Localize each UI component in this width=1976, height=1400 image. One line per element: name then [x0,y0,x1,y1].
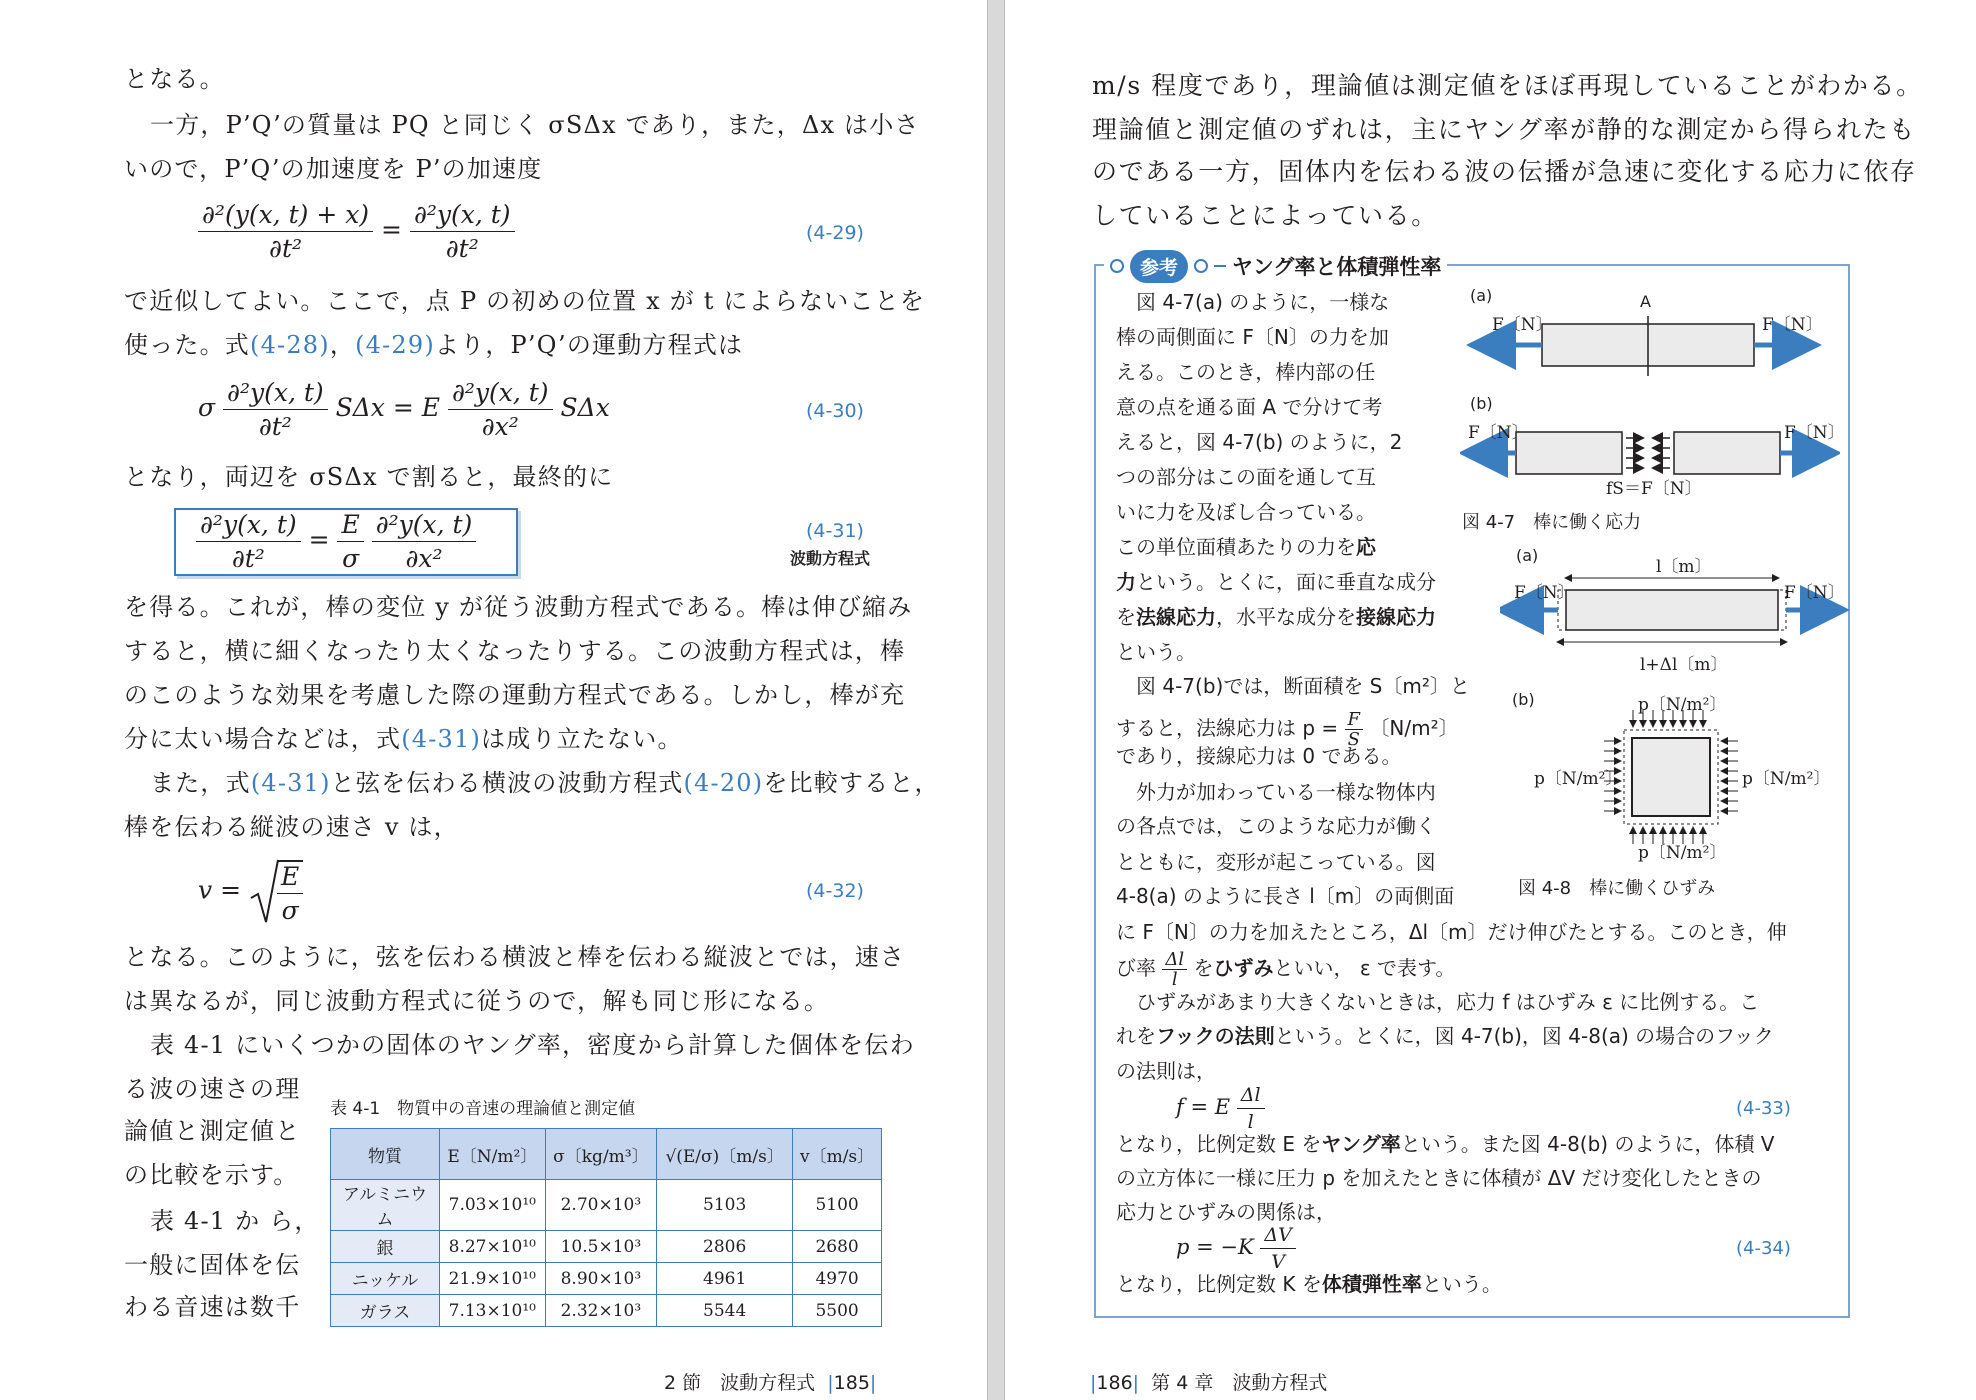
text-line [1116,533,1376,562]
text-line [1116,1270,1502,1299]
equation-4-29: $\frac{\text{∂²(y(x, t) + x)}}{\text{∂t²}}$ = $\frac{\text{∂²y(x, t)}}{\text{∂t²}}$ [198,200,515,263]
term-bold: 法線応力 [1136,605,1216,629]
text-line [124,330,743,360]
table-cell: 5544 [657,1295,793,1327]
table-cell: 10.5×10³ [545,1231,657,1263]
equation-4-31: $\frac{\text{∂²y(x, t)}}{\text{∂t²}}$ = $\frac{E}{\sigma}$ $\frac{\text{∂²y(x, t)}}{\text{∂x²}}$ [196,510,476,573]
table-cell: 5500 [793,1295,882,1327]
text-line: 図 4-7(b)では，断面積を S〔m²〕と [1116,674,1470,698]
pressure-label: p〔N/m²〕 [1638,843,1727,863]
stress-arrows [1626,438,1670,468]
text-line: 表 4-1 にいくつかの固体のヤング率，密度から計算した個体を伝わ [150,1031,915,1059]
text-line: のこのような効果を考慮した際の運動方程式である。しかし，棒が充 [124,681,906,709]
text-line: 応力とひずみの関係は， [1116,1200,1336,1224]
bar [1566,590,1778,630]
table-cell: 8.90×10³ [545,1263,657,1295]
text-line: ひずみがあまり大きくないときは，応力 f はひずみ ε に比例する。こ [1116,990,1760,1014]
text-line: わる音速は数千 [124,1293,301,1321]
text-line: つの部分はこの面を通して互 [1116,465,1376,489]
table-header-row [331,1129,882,1180]
text-line: の各点では，このような応力が働く [1116,814,1436,838]
page-number: 186 [1096,1372,1133,1394]
text-line: すると，横に細くなったり太くなったりする。この波動方程式は，棒 [124,637,906,665]
text-line: となり，両辺を σSΔx で割ると，最終的に [124,463,614,491]
force-label: F〔N〕 [1514,583,1575,603]
force-label: F〔N〕 [1784,583,1845,603]
text-line: 理論値と測定値のずれは，主にヤング率が静的な測定から得られたも [1092,115,1916,144]
text-line: のである一方，固体内を伝わる波の伝播が急速に変化する応力に依存 [1092,157,1917,186]
text-line: を得る。これが，棒の変位 y が従う波動方程式である。棒は伸び縮み [124,593,913,621]
text-segment: すると，法線応力は p = [1116,716,1339,740]
text-line: える。このとき，棒内部の任 [1116,360,1376,384]
fraction-F-over-S: $\frac{F}{S}$ [1345,710,1364,749]
text-segment: といい， ε で表す。 [1273,956,1456,980]
table-cell: 2680 [793,1231,882,1263]
text-segment: 〔N/m²〕 [1369,716,1459,740]
table-cell: 5100 [793,1180,882,1231]
equation-number: (4-33) [1736,1098,1791,1119]
text-segment: は成り立たない。 [481,725,683,753]
table-cell: 7.03×10¹⁰ [440,1180,546,1231]
sqrt-sign [249,858,279,926]
table-cell: 2.70×10³ [545,1180,657,1231]
text-segment: れを [1116,1024,1156,1048]
bar-part [1516,432,1622,474]
equation-number: (4-30) [806,400,864,422]
text-segment: となり，比例定数 E を [1116,1132,1322,1156]
text-segment: より，P’Q’の運動方程式は [434,331,744,359]
text-segment: となり，比例定数 K を [1116,1272,1322,1296]
equation-4-30: σ $\frac{\text{∂²y(x, t)}}{\text{∂t²}}$ SΔx = E $\frac{\text{∂²y(x, t)}}{\text{∂x²}}$ SΔx [198,378,610,441]
text-line: 一方，P’Q’の質量は PQ と同じく σSΔx であり，また，Δx は小さ [150,111,920,139]
text-line: となる。 [124,65,225,93]
equation-ref-link[interactable]: (4-20) [683,769,764,797]
figure-caption: 図 4-7 棒に働く応力 [1462,512,1642,533]
text-line: えると，図 4-7(b) のように，2 [1116,430,1403,454]
text-line: で近似してよい。ここで，点 P の初めの位置 x が t によらないことを [124,287,926,315]
equation-ref-link[interactable]: (4-28) [250,331,330,359]
fraction-dl-over-l: $\frac{\Delta l}{l}$ [1162,950,1187,989]
equation-ref-link[interactable]: (4-31) [250,769,331,797]
table-cell: 5103 [657,1180,793,1231]
pressure-label: p〔N/m²〕 [1742,769,1831,789]
text-line [1116,568,1436,597]
text-segment: を [1193,956,1214,980]
text-line: 棒の両側面に F〔N〕の力を加 [1116,325,1389,349]
page-footer: |186| 第 4 章 波動方程式 [1090,1372,1328,1394]
table-row [331,1295,882,1327]
length-label: l〔m〕 [1656,557,1712,577]
text-segment: という。 [1421,1272,1502,1296]
text-segment: 分に太い場合などは，式 [124,725,402,753]
text-line: とともに，変形が起こっている。図 [1116,850,1436,874]
table-row [331,1180,882,1231]
equation-label: 波動方程式 [790,549,871,568]
table-cell: 2806 [657,1231,793,1263]
term-bold: 体積弾性率 [1321,1272,1422,1296]
term-bold: 力 [1116,570,1136,594]
table-header-cell: v〔m/s〕 [793,1129,882,1180]
table-cell: 2.32×10³ [545,1295,657,1327]
table-caption: 表 4-1 物質中の音速の理論値と測定値 [330,1099,636,1119]
text-line: の立方体に一様に圧力 p を加えたときに体積が ΔV だけ変化したときの [1116,1166,1762,1190]
text-segment: という。また図 4-8(b) のように，体積 V [1400,1132,1775,1156]
text-segment: び率 [1116,956,1156,980]
table-cell: 銀 [331,1231,440,1263]
page-footer: 2 節 波動方程式 |185| [664,1372,877,1394]
text-line [1116,1022,1774,1051]
badge: 参考 [1130,250,1188,283]
text-segment: この単位面積あたりの力を [1116,535,1356,559]
text-line: m/s 程度であり，理論値は測定値をほぼ再現していることがわかる。 [1092,71,1923,100]
text-line [1116,1130,1775,1159]
term-bold: ひずみ [1213,956,1274,980]
text-segment: ， [329,331,356,359]
text-line: 外力が加わっている一様な物体内 [1116,780,1436,804]
text-segment: を比較すると， [763,769,940,797]
text-line: 図 4-7(a) のように，一様な [1116,290,1390,314]
text-line: 論値と測定値と [124,1117,301,1145]
equation-number: (4-29) [806,222,864,244]
force-label: F〔N〕 [1468,423,1529,443]
figure-label: A [1640,292,1651,311]
equation-4-33: f = E $\frac{\Delta l}{l}$ [1176,1084,1265,1133]
text-line: は異なるが，同じ波動方程式に従うので，解も同じ形になる。 [124,987,830,1015]
cube [1632,738,1710,816]
text-line [150,768,940,798]
figure-label: (b) [1470,394,1493,413]
equation-ref-link[interactable]: (4-31) [401,725,482,753]
text-line: であり，接線応力は 0 である。 [1116,744,1402,768]
table-row [331,1263,882,1295]
text-segment: を [1116,605,1136,629]
equation-number: (4-32) [806,880,864,902]
text-line: 棒を伝わる縦波の速さ v は， [124,813,459,841]
table-cell: 7.13×10¹⁰ [440,1295,546,1327]
figure-label: (a) [1470,286,1493,305]
page-number: 185 [833,1372,870,1394]
text-segment: また，式 [150,769,251,797]
force-label: F〔N〕 [1784,423,1845,443]
data-table [330,1128,882,1327]
figure-caption: 図 4-8 棒に働くひずみ [1518,878,1716,899]
text-line: 一般に固体を伝 [124,1251,301,1279]
table-header-cell: σ〔kg/m³〕 [545,1129,657,1180]
term-bold: 接線応力 [1356,605,1436,629]
text-segment: という。とくに，図 4-7(b)，図 4-8(a) の場合のフック [1274,1024,1774,1048]
text-segment: と弦を伝わる横波の波動方程式 [330,769,684,797]
figure-label: (b) [1512,690,1535,709]
table-header-cell: 物質 [331,1129,440,1180]
divider [1214,265,1226,267]
equation-4-34: p = −K $\frac{\Delta V}{V}$ [1176,1224,1296,1273]
text-line: 意の点を通る面 A で分けて考 [1116,395,1383,419]
table-cell: 4970 [793,1263,882,1295]
text-segment: という。とくに，面に垂直な成分 [1136,570,1436,594]
footer-chapter: 第 4 章 波動方程式 [1151,1372,1328,1394]
term-bold: ヤング率 [1321,1132,1401,1156]
table-header-cell: E〔N/m²〕 [440,1129,546,1180]
table-cell: 8.27×10¹⁰ [440,1231,546,1263]
text-line: となる。このように，弦を伝わる横波と棒を伝わる縦波とでは，速さ [124,943,906,971]
dot-icon [1194,259,1208,273]
table-header-cell: √(E/σ)〔m/s〕 [657,1129,793,1180]
force-label: F〔N〕 [1762,315,1823,335]
text-line: していることによっている。 [1092,201,1438,230]
table-cell: アルミニウム [331,1180,440,1231]
term-bold: 応 [1356,535,1376,559]
equation-4-32: v = $\frac{E}{\sigma}$ [198,858,303,926]
equation-number: (4-31) [806,520,864,542]
pressure-label: p〔N/m²〕 [1638,695,1727,715]
text-line: いので，P’Q’の加速度を P’の加速度 [124,155,543,183]
force-label: F〔N〕 [1492,315,1553,335]
text-line: の比較を示す。 [124,1161,299,1189]
text-segment: ，水平な成分を [1216,605,1356,629]
text-line: 4-8(a) のように長さ l〔m〕の両側面 [1116,884,1455,908]
table-cell: ガラス [331,1295,440,1327]
table-cell: 4961 [657,1263,793,1295]
dot-icon [1110,259,1124,273]
reference-box-header [1104,246,1447,286]
table-row [331,1231,882,1263]
figure-4-8 [1500,560,1850,870]
text-line [1116,603,1436,632]
term-bold: フックの法則 [1156,1024,1275,1048]
equation-ref-link[interactable]: (4-29) [355,331,435,359]
figure-label: (a) [1516,546,1539,565]
pressure-label: p〔N/m²〕 [1534,769,1623,789]
text-line [1116,950,1455,989]
table-cell: ニッケル [331,1263,440,1295]
reference-title: ヤング率と体積弾性率 [1232,255,1442,279]
text-line: る波の速さの理 [124,1075,301,1103]
footer-section: 2 節 波動方程式 [664,1372,816,1394]
text-line: に F〔N〕の力を加えたところ，Δl〔m〕だけ伸びたとする。このとき，伸 [1116,920,1787,944]
text-line: という。 [1116,640,1196,664]
equation-number: (4-34) [1736,1238,1791,1259]
length-label: l+Δl〔m〕 [1640,655,1728,675]
text-line: 表 4-1 か ら， [150,1207,320,1235]
stress-label: fS＝F〔N〕 [1606,479,1702,499]
text-segment: 使った。式 [124,331,250,359]
text-line: の法則は， [1116,1059,1216,1083]
table-cell: 21.9×10¹⁰ [440,1263,546,1295]
bar-part [1674,432,1780,474]
text-line [124,724,683,754]
text-line: いに力を及ぼし合っている。 [1116,500,1376,524]
